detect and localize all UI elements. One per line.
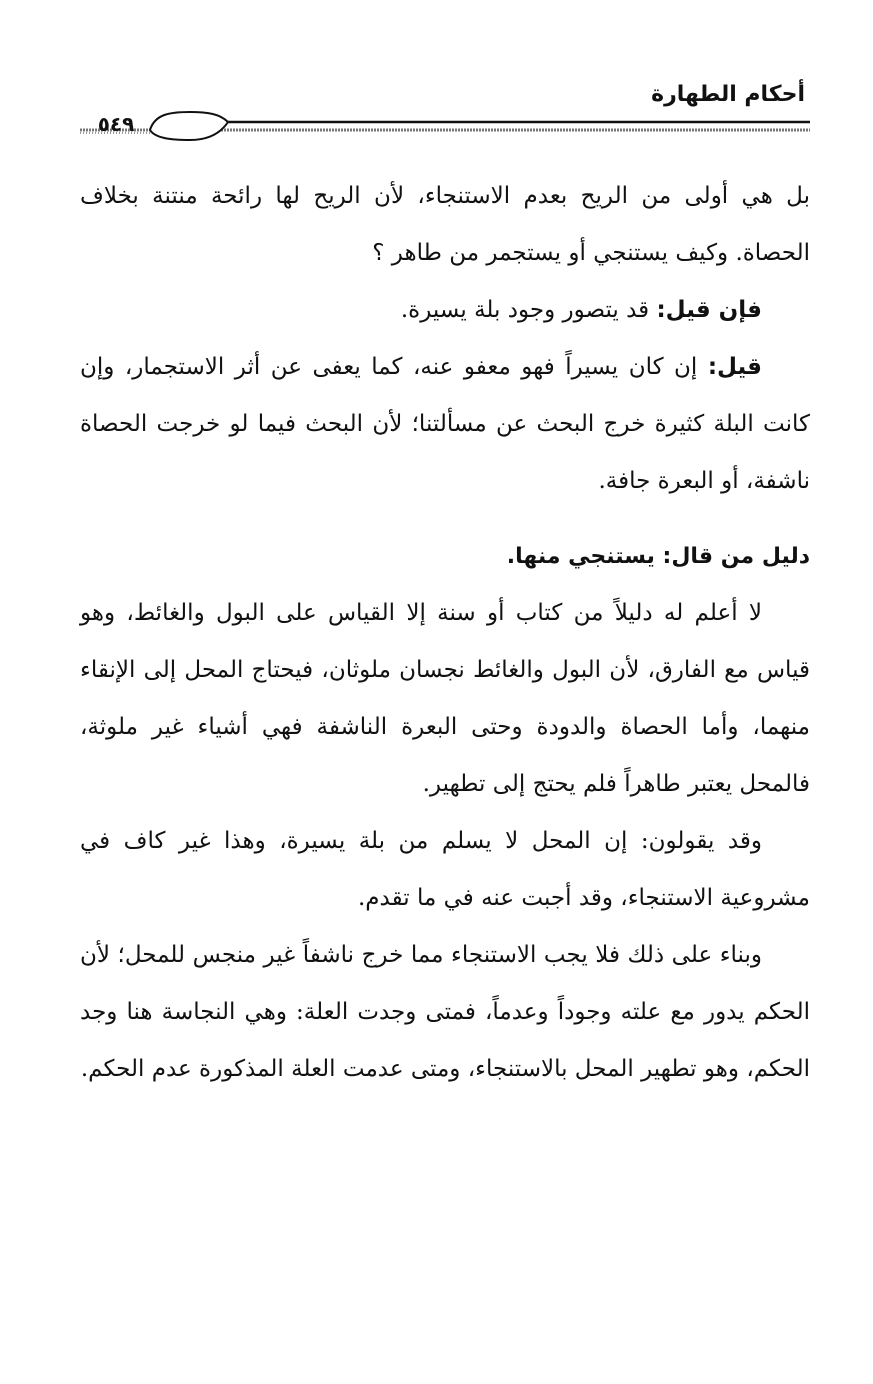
running-title: أحكام الطهارة: [651, 82, 805, 107]
paragraph-5: وقد يقولون: إن المحل لا يسلم من بلة يسيرة، وهذا غير كاف في مشروعية الاستنجاء، وقد أجبت عنه في ما تقدم.: [80, 828, 810, 911]
main-text: [80, 168, 810, 1098]
objection-text: قد يتصور وجود بلة يسيرة.: [400, 297, 657, 323]
header-rule-ornament: [80, 108, 810, 148]
objection-label: فإن قيل:: [656, 297, 762, 323]
page-number: ٥٤٩: [97, 112, 135, 136]
paragraph-4: لا أعلم له دليلاً من كتاب أو سنة إلا القياس على البول والغائط، وهو قياس مع الفارق، لأن البول والغائط نجسان ملوثان، فيحتاج المحل إلى الإنقاء منهما، وأما الحصاة والدودة وحتى البعرة الناشفة فهي أشياء غير ملوثة، فالمحل يعتبر طاهراً فلم يحتج إلى تطهير.: [80, 600, 810, 797]
paragraph-3: [80, 339, 810, 510]
paragraph-1: بل هي أولى من الريح بعدم الاستنجاء، لأن الريح لها رائحة منتنة بخلاف الحصاة. وكيف يستنجي أو يستجمر من طاهر ؟: [80, 183, 810, 266]
paragraph-6: وبناء على ذلك فلا يجب الاستنجاء مما خرج ناشفاً غير منجس للمحل؛ لأن الحكم يدور مع علته وجوداً وعدماً، فمتى وجدت العلة: وهي النجاسة هنا وجد الحكم، وهو تطهير المحل بالاستنجاء، ومتى عدمت العلة المذكورة عدم الحكم.: [80, 942, 810, 1082]
section-heading: دليل من قال: يستنجي منها.: [506, 544, 810, 569]
header-rule: [80, 108, 810, 148]
reply-label: قيل:: [707, 354, 762, 380]
reply-text: إن كان يسيراً فهو معفو عنه، كما يعفى عن أثر الاستجمار، وإن كانت البلة كثيرة خرج البحث عن مسألتنا؛ لأن البحث فيما لو خرجت الحصاة ناشفة، أو البعرة جافة.: [80, 354, 810, 494]
paragraph-2: [80, 282, 810, 339]
